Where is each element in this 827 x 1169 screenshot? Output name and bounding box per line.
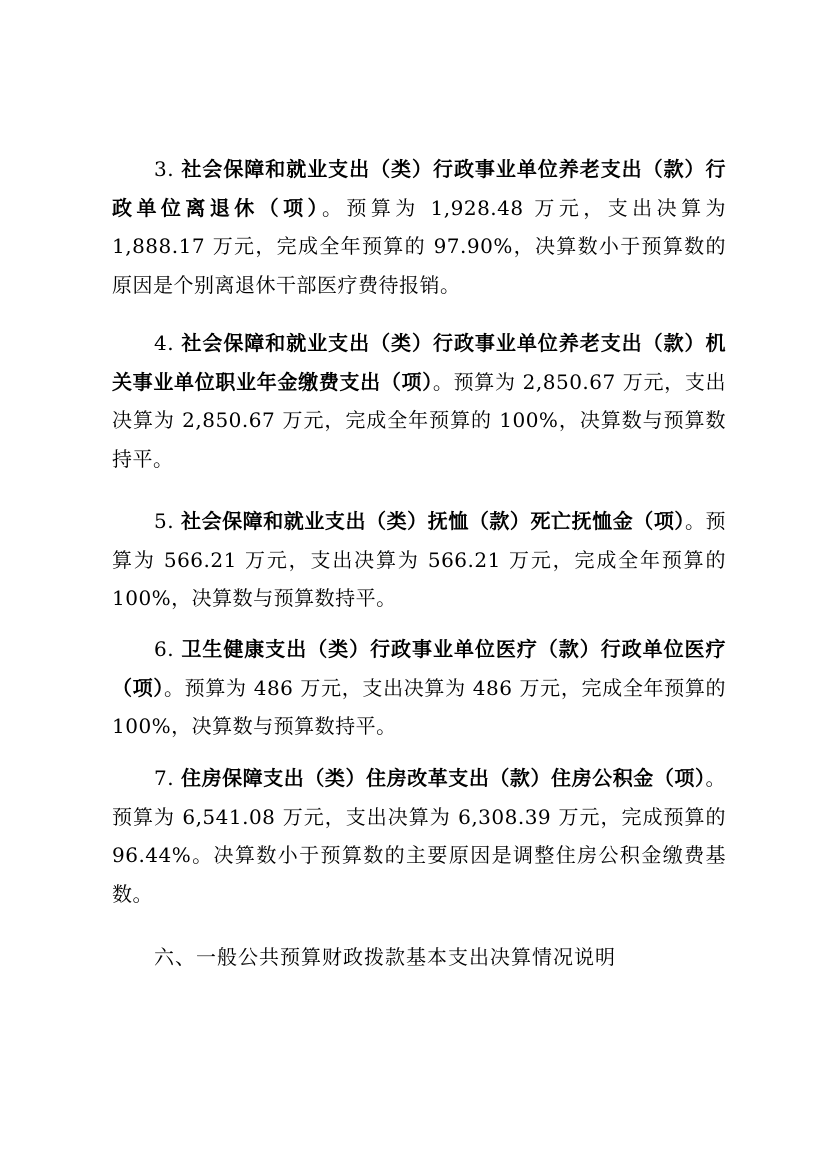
item-number: 5. — [154, 509, 175, 533]
paragraph-item-7 — [112, 759, 726, 913]
item-title: 卫生健康支出（类）行政事业单位医疗（款）行政单位医疗（项） — [112, 637, 727, 700]
paragraph-item-3 — [112, 150, 726, 304]
item-number: 7. — [154, 766, 175, 790]
item-body: 。预算为 486 万元，支出决算为 486 万元，完成全年预算的 100%，决算数与预算数持平。 — [112, 675, 727, 738]
item-title: 社会保障和就业支出（类）行政事业单位养老支出（款）行政单位离退休（项） — [112, 157, 727, 220]
item-title: 社会保障和就业支出（类）抚恤（款）死亡抚恤金（项） — [181, 509, 685, 533]
item-number: 6. — [154, 637, 175, 661]
section-heading: 六、一般公共预算财政拨款基本支出决算情况说明 — [154, 945, 616, 969]
paragraph-item-5 — [112, 502, 726, 618]
item-body: 。预算为 6,541.08 万元，支出决算为 6,308.39 万元，完成预算的 96.44%。决算数小于预算数的主要原因是调整住房公积金缴费基数。 — [112, 766, 727, 906]
paragraph-item-4 — [112, 324, 726, 478]
item-body: 。预算为 1,928.48 万元，支出决算为 1,888.17 万元，完成全年预算的 97.90%，决算数小于预算数的原因是个别离退休干部医疗费待报销。 — [112, 195, 727, 297]
item-title: 住房保障支出（类）住房改革支出（款）住房公积金（项） — [181, 766, 706, 790]
item-number: 3. — [154, 157, 175, 181]
item-body: 。预算为 566.21 万元，支出决算为 566.21 万元，完成全年预算的 100%，决算数与预算数持平。 — [112, 509, 727, 610]
item-body: 。预算为 2,850.67 万元，支出决算为 2,850.67 万元，完成全年预算的 100%，决算数与预算数持平。 — [112, 369, 726, 471]
item-title: 社会保障和就业支出（类）行政事业单位养老支出（款）机关事业单位职业年金缴费支出（项） — [112, 331, 727, 394]
paragraph-item-6 — [112, 630, 726, 746]
item-number: 4. — [154, 331, 175, 355]
